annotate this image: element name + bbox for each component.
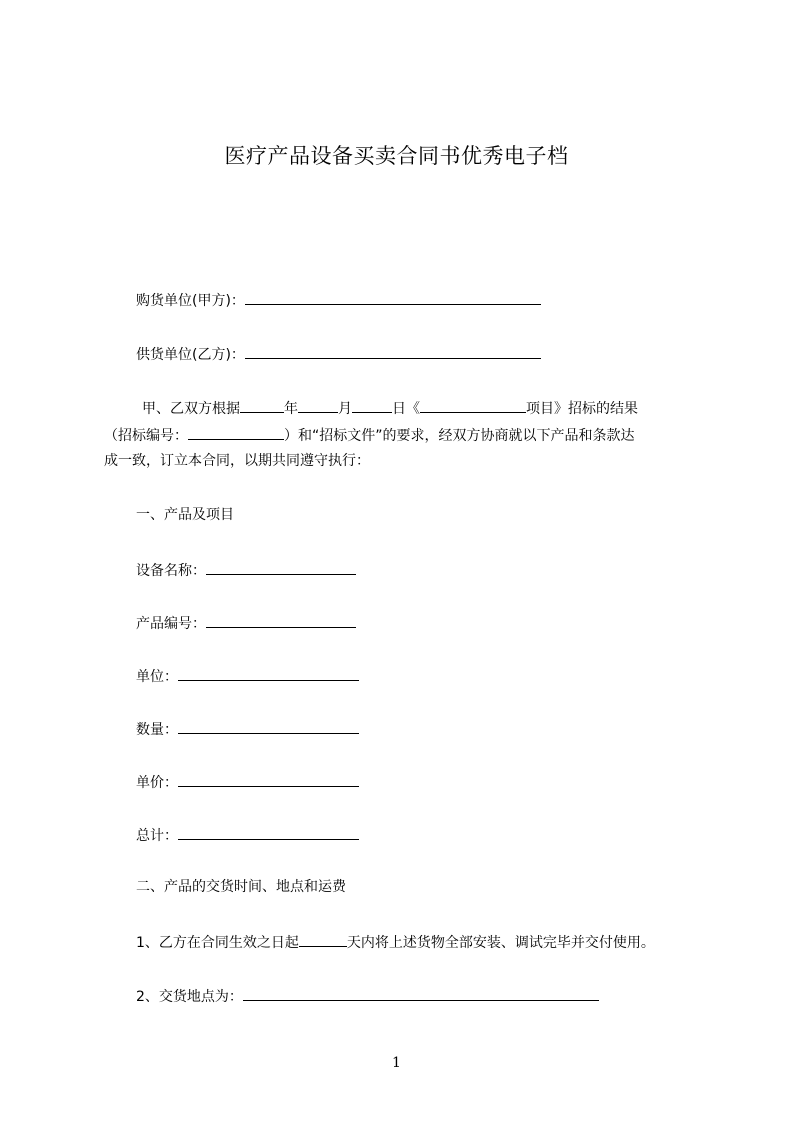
seller-label: 供货单位(乙方)： [136, 347, 245, 363]
field-label: 单价： [136, 775, 178, 791]
product-number-blank[interactable] [206, 612, 356, 628]
field-row [136, 665, 359, 687]
buyer-line [136, 289, 541, 311]
day-label: 日《 [392, 401, 420, 417]
quantity-blank[interactable] [178, 718, 359, 734]
buyer-blank[interactable] [245, 289, 541, 305]
field-row [136, 612, 356, 634]
month-blank[interactable] [298, 397, 338, 413]
section-2-item-2 [136, 985, 599, 1007]
bid-number-label: （招标编号： [104, 428, 188, 444]
project-label: 项目》招标的结果 [526, 401, 638, 417]
unit-blank[interactable] [178, 665, 359, 681]
field-label: 单位： [136, 669, 178, 685]
item-1-text-b: 天内将上述货物全部安装、调试完毕并交付使用。 [346, 935, 655, 951]
section-1-heading: 一、产品及项目 [136, 507, 234, 523]
field-row [136, 718, 359, 740]
buyer-label: 购货单位(甲方)： [136, 293, 245, 309]
project-blank[interactable] [420, 397, 526, 413]
field-label: 产品编号： [136, 616, 206, 632]
intro-line-3: 成一致，订立本合同，以期共同遵守执行： [104, 453, 370, 469]
day-blank[interactable] [352, 397, 392, 413]
total-blank[interactable] [178, 824, 359, 840]
month-label: 月 [338, 401, 352, 417]
item-1-text-a: 1、乙方在合同生效之日起 [136, 935, 299, 951]
unit-price-blank[interactable] [178, 771, 359, 787]
year-label: 年 [284, 401, 298, 417]
page-number: 1 [392, 1055, 401, 1071]
field-label: 总计： [136, 828, 178, 844]
seller-blank[interactable] [245, 343, 541, 359]
section-2-heading: 二、产品的交货时间、地点和运费 [136, 879, 346, 895]
days-blank[interactable] [299, 931, 347, 947]
delivery-location-label: 2、交货地点为： [136, 989, 243, 1005]
field-label: 设备名称： [136, 563, 206, 579]
year-blank[interactable] [240, 397, 284, 413]
device-name-blank[interactable] [206, 559, 356, 575]
seller-line [136, 343, 541, 365]
delivery-location-blank[interactable] [243, 985, 599, 1001]
document-title: 医疗产品设备买卖合同书优秀电子档 [224, 144, 569, 168]
intro-text-1: 甲、乙双方根据 [142, 401, 240, 417]
intro-line-2 [104, 424, 635, 446]
intro-line-1 [136, 397, 638, 419]
bid-number-blank[interactable] [188, 424, 284, 440]
field-row [136, 559, 356, 581]
field-label: 数量： [136, 722, 178, 738]
intro-text-2: ）和“招标文件”的要求，经双方协商就以下产品和条款达 [284, 428, 635, 444]
field-row [136, 824, 359, 846]
section-2-item-1 [136, 931, 655, 953]
field-row [136, 771, 359, 793]
